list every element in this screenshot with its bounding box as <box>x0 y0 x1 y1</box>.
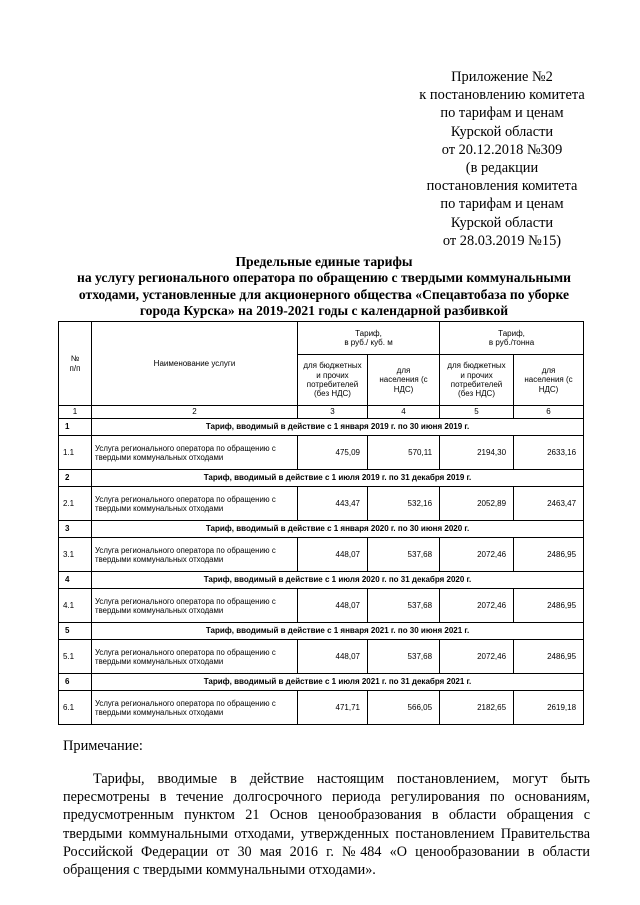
tariff-budget-ton: 2052,89 <box>440 487 514 521</box>
tariff-population-ton: 2486,95 <box>514 589 584 623</box>
tariff-budget-ton: 2072,46 <box>440 589 514 623</box>
row-number: 5.1 <box>59 640 92 674</box>
period-number: 3 <box>59 521 92 538</box>
header-tariff-m3: Тариф, в руб./ куб. м <box>298 322 440 355</box>
tariff-budget-m3: 443,47 <box>298 487 368 521</box>
period-title: Тариф, вводимый в действие с 1 января 2021 г. по 30 июня 2021 г. <box>92 623 584 640</box>
table-row <box>59 691 584 725</box>
table-row <box>59 589 584 623</box>
service-name: Услуга регионального оператора по обращению с твердыми коммунальных отходами <box>92 436 298 470</box>
header-budget-m3: для бюджетных и прочих потребителей (без НДС) <box>298 355 368 406</box>
appendix-line: к постановлению комитета <box>419 87 585 104</box>
table-row <box>59 538 584 572</box>
appendix-line: от 20.12.2018 №309 <box>441 141 563 158</box>
period-row <box>59 623 584 640</box>
header-service-name: Наименование услуги <box>92 322 298 406</box>
column-number-row <box>59 406 584 419</box>
tariff-population-m3: 537,68 <box>368 640 440 674</box>
period-number: 1 <box>59 419 92 436</box>
header-population-m3: для населения (с НДС) <box>368 355 440 406</box>
appendix-line: постановления комитета <box>426 178 578 195</box>
column-number: 3 <box>298 406 368 419</box>
appendix-line: по тарифам и ценам <box>440 196 564 213</box>
period-title: Тариф, вводимый в действие с 1 января 2020 г. по 30 июня 2020 г. <box>92 521 584 538</box>
header-tariff-ton: Тариф, в руб./тонна <box>440 322 584 355</box>
column-number: 1 <box>59 406 92 419</box>
tariff-population-m3: 537,68 <box>368 538 440 572</box>
tariff-budget-ton: 2072,46 <box>440 640 514 674</box>
row-number: 3.1 <box>59 538 92 572</box>
document-title <box>40 254 608 320</box>
title-line: отходами, установленные для акционерного общества «Спецавтобаза по уборке <box>78 286 570 302</box>
column-number: 6 <box>514 406 584 419</box>
tariff-budget-m3: 448,07 <box>298 640 368 674</box>
tariff-population-m3: 537,68 <box>368 589 440 623</box>
appendix-line: Приложение №2 <box>451 69 553 85</box>
period-number: 5 <box>59 623 92 640</box>
tariff-budget-m3: 475,09 <box>298 436 368 470</box>
tariff-population-ton: 2633,16 <box>514 436 584 470</box>
period-row <box>59 470 584 487</box>
period-title: Тариф, вводимый в действие с 1 июля 2019 г. по 31 декабря 2019 г. <box>92 470 584 487</box>
appendix-line: Курской области <box>450 123 554 140</box>
period-row <box>59 419 584 436</box>
tariff-population-m3: 570,11 <box>368 436 440 470</box>
row-number: 6.1 <box>59 691 92 725</box>
note-label: Примечание: <box>63 738 143 754</box>
period-title: Тариф, вводимый в действие с 1 июля 2021 г. по 31 декабря 2021 г. <box>92 674 584 691</box>
tariff-population-ton: 2463,47 <box>514 487 584 521</box>
appendix-line: по тарифам и ценам <box>440 105 564 122</box>
service-name: Услуга регионального оператора по обращению с твердыми коммунальных отходами <box>92 589 298 623</box>
tariff-population-ton: 2486,95 <box>514 538 584 572</box>
header-num: № п/п <box>59 322 92 406</box>
appendix-line: (в редакции <box>465 160 539 177</box>
table-row <box>59 640 584 674</box>
column-number: 5 <box>440 406 514 419</box>
tariff-population-m3: 532,16 <box>368 487 440 521</box>
row-number: 4.1 <box>59 589 92 623</box>
period-row <box>59 521 584 538</box>
service-name: Услуга регионального оператора по обращению с твердыми коммунальных отходами <box>92 487 298 521</box>
period-number: 4 <box>59 572 92 589</box>
tariff-budget-m3: 448,07 <box>298 538 368 572</box>
title-line: города Курска» на 2019-2021 годы с календарной разбивкой <box>139 303 509 319</box>
header-budget-ton: для бюджетных и прочих потребителей (без НДС) <box>440 355 514 406</box>
column-number: 2 <box>92 406 298 419</box>
table-header-row <box>59 322 584 355</box>
tariff-budget-ton: 2072,46 <box>440 538 514 572</box>
period-title: Тариф, вводимый в действие с 1 января 2019 г. по 30 июня 2019 г. <box>92 419 584 436</box>
period-number: 2 <box>59 470 92 487</box>
tariff-budget-ton: 2182,65 <box>440 691 514 725</box>
service-name: Услуга регионального оператора по обращению с твердыми коммунальных отходами <box>92 640 298 674</box>
period-row <box>59 572 584 589</box>
period-title: Тариф, вводимый в действие с 1 июля 2020 г. по 31 декабря 2020 г. <box>92 572 584 589</box>
title-line: Предельные единые тарифы <box>235 254 413 269</box>
row-number: 2.1 <box>59 487 92 521</box>
tariff-budget-m3: 448,07 <box>298 589 368 623</box>
tariff-budget-ton: 2194,30 <box>440 436 514 470</box>
header-population-ton: для населения (с НДС) <box>514 355 584 406</box>
table-row <box>59 436 584 470</box>
tariff-budget-m3: 471,71 <box>298 691 368 725</box>
title-line: на услугу регионального оператора по обращению с твердыми коммунальными <box>77 270 571 286</box>
service-name: Услуга регионального оператора по обращению с твердыми коммунальных отходами <box>92 538 298 572</box>
tariff-table <box>58 321 584 725</box>
appendix-block <box>392 68 612 250</box>
table-row <box>59 487 584 521</box>
row-number: 1.1 <box>59 436 92 470</box>
column-number: 4 <box>368 406 440 419</box>
period-row <box>59 674 584 691</box>
appendix-line: Курской области <box>450 214 554 231</box>
tariff-population-m3: 566,05 <box>368 691 440 725</box>
tariff-population-ton: 2619,18 <box>514 691 584 725</box>
tariff-population-ton: 2486,95 <box>514 640 584 674</box>
service-name: Услуга регионального оператора по обращению с твердыми коммунальных отходами <box>92 691 298 725</box>
appendix-line: от 28.03.2019 №15) <box>442 232 562 249</box>
period-number: 6 <box>59 674 92 691</box>
note-text: Тарифы, вводимые в действие настоящим постановлением, могут быть пересмотрены в течение долгосрочного периода регулирования по основаниям, предусмотренным пунктом 21 Основ ценообразования в области обращения с твердыми коммунальными отходами, утвержденных постановлением Правительства Российской Федерации от 30 мая 2016 г. №484 «О ценообразовании в области обращения с твердыми коммунальными отходами». <box>63 771 590 879</box>
